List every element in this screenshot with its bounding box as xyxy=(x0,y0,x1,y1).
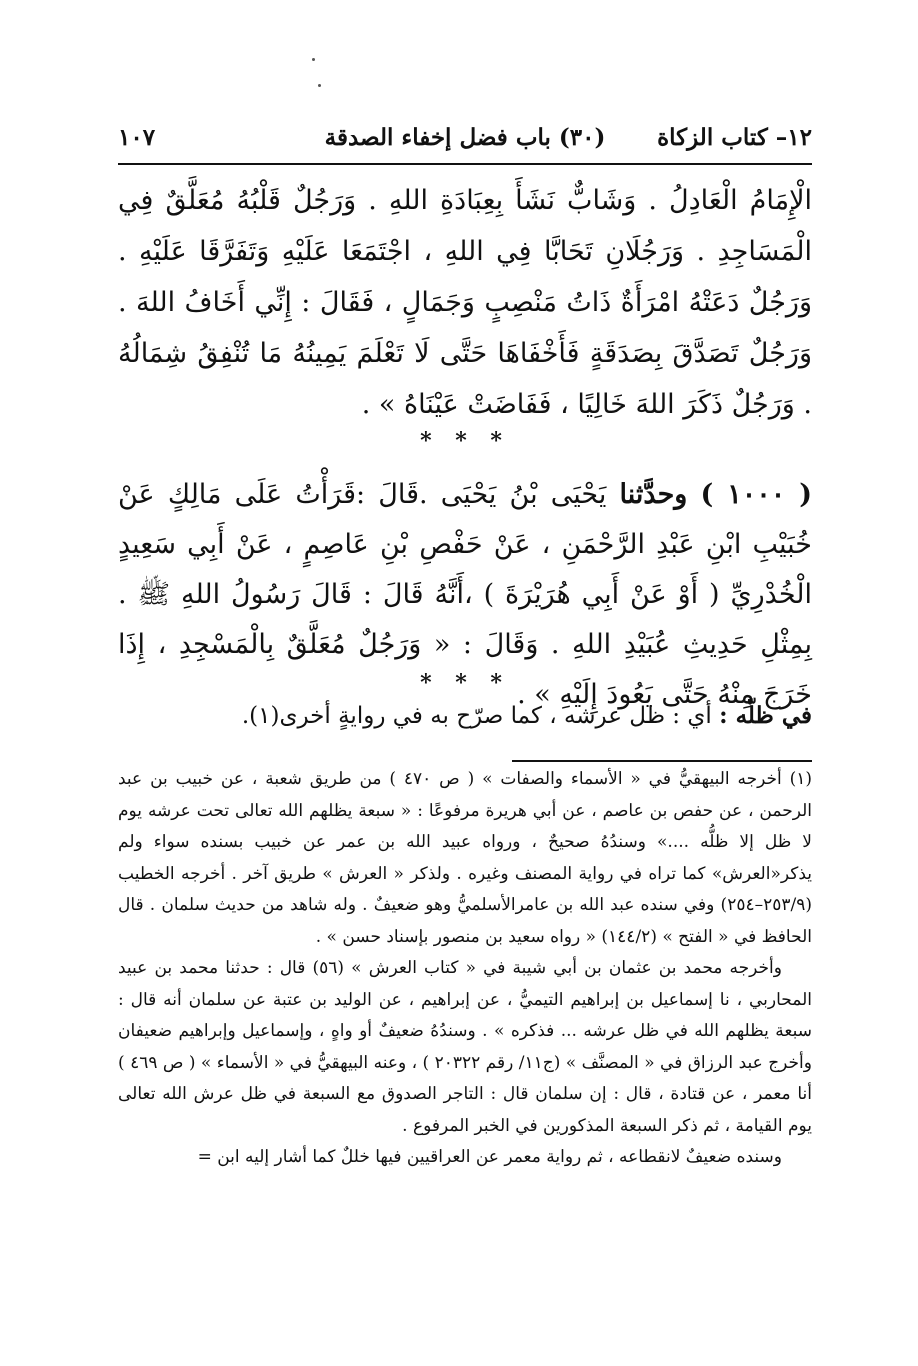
gloss-term: في ظلّه : xyxy=(719,702,812,729)
running-header xyxy=(118,118,812,158)
hadith-lead: وحدَّثنا xyxy=(619,479,688,510)
footnote-continuation: وأخرجه محمد بن عثمان بن أبي شيبة في « كتاب العرش » (٥٦) قال : حدثنا محمد بن عبيد المحاربي ، نا إسماعيل بن إبراهيم التيميُّ ، عن إبراهيم ، عن الوليد بن عتبة عن سلمان أنه قال : سبعة يظلهم الله في ظل عرشه ... فذكره » . وسندُهُ ضعيفٌ أو واهٍ ، وإسماعيل وإبراهيم ضعيفان وأخرج عبد الرزاق في « المصنَّف » (ج١١/ رقم ٢٠٣٢٢ ) ، وعنه البيهقيُّ في « الأسماء » ( ص ٤٦٩ ) أنا معمر ، عن قتادة ، قال : إن سلمان قال : التاجر الصدوق مع السبعة في ظل عرش الله تعالى يوم القيامة ، ثم ذكر السبعة المذكورين في الخبر المرفوع . xyxy=(118,958,812,1136)
header-rule xyxy=(118,163,812,165)
scan-speck xyxy=(318,84,321,87)
separator-stars: * * * xyxy=(420,428,510,454)
section-title: (٣٠) باب فضل إخفاء الصدقة xyxy=(324,124,606,151)
chapter-title: ١٢– كتاب الزكاة xyxy=(657,124,812,151)
footnote-1: (١) أخرجه البيهقيُّ في « الأسماء والصفات » ( ص ٤٧٠ ) من طريق شعبة ، عن خبيب بن عبد الرحمن ، عن حفص بن عاصم ، عن أبي هريرة مرفوعًا : « سبعة يظلهم الله تعالى تحت عرشه يوم لا ظل إلا ظلُّه ....» وسندُهُ صحيحٌ ، ورواه عبيد الله بن عمر عن خبيب بسنده سواء ولم يذكر«العرش» كما تراه في رواية المصنف وغيره . ولذكر « العرش » طريق آخر . أخرجه الخطيب (٢٥٣/٩–٢٥٤) وفي سنده عبد الله بن عامرالأسلميُّ وهو ضعيفٌ . وله شاهد من حديث سلمان . قال الحافظ في « الفتح » (١٤٤/٢) « رواه سعيد بن منصور بإسناد حسن » . xyxy=(118,769,812,947)
footnote-rule xyxy=(512,760,812,762)
footnotes xyxy=(118,764,812,1174)
page-number: ١٠٧ xyxy=(118,124,156,151)
scan-speck xyxy=(312,58,315,61)
gloss-text: أي : ظل عرشه ، كما صرّح به في روايةٍ أخرى(١). xyxy=(241,703,712,729)
footnote-continuation: وسنده ضعيفٌ لانقطاعه ، ثم رواية معمر عن العراقيين فيها خللٌ كما أشار إليه ابن = xyxy=(197,1147,782,1167)
hadith-text: يَحْيَى بْنُ يَحْيَى .قَالَ :قَرَأْتُ عَلَى مَالِكٍ عَنْ خُبَيْبِ ابْنِ عَبْدِ الرَّحْمَنِ ، عَنْ حَفْصِ بْنِ عَاصِمٍ ، عَنْ أَبِي سَعِيدٍ الْخُدْرِيِّ ( أَوْ عَنْ أَبِي هُرَيْرَةَ ) ،أَنَّهُ قَالَ : قَالَ رَسُولُ اللهِ ﷺ . بِمِثْلِ حَدِيثِ عُبَيْدِ اللهِ . وَقَالَ : « وَرَجُلٌ مُعَلَّقٌ بِالْمَسْجِدِ ، إِذَا خَرَجَ مِنْهُ حَتَّى يَعُودَ إِلَيْهِ » . xyxy=(118,479,812,710)
hadith-continuation: الْإِمَامُ الْعَادِلُ . وَشَابٌّ نَشَأَ بِعِبَادَةِ اللهِ . وَرَجُلٌ قَلْبُهُ مُعَلَّقٌ فِي الْمَسَاجِدِ . وَرَجُلَانِ تَحَابَّا فِي اللهِ ، اجْتَمَعَا عَلَيْهِ وَتَفَرَّقَا عَلَيْهِ . وَرَجُلٌ دَعَتْهُ امْرَأَةٌ ذَاتُ مَنْصِبٍ وَجَمَالٍ ، فَقَالَ : إِنِّي أَخَافُ اللهَ . وَرَجُلٌ تَصَدَّقَ بِصَدَقَةٍ فَأَخْفَاهَا حَتَّى لَا تَعْلَمَ يَمِينُهُ مَا تُنْفِقُ شِمَالُهُ . وَرَجُلٌ ذَكَرَ اللهَ خَالِيًا ، فَفَاضَتْ عَيْنَاهُ » . xyxy=(118,185,812,420)
hadith-number: ( ١٠٠٠ ) xyxy=(700,479,812,510)
gloss-note xyxy=(118,696,812,736)
separator-stars: * * * xyxy=(420,670,510,696)
